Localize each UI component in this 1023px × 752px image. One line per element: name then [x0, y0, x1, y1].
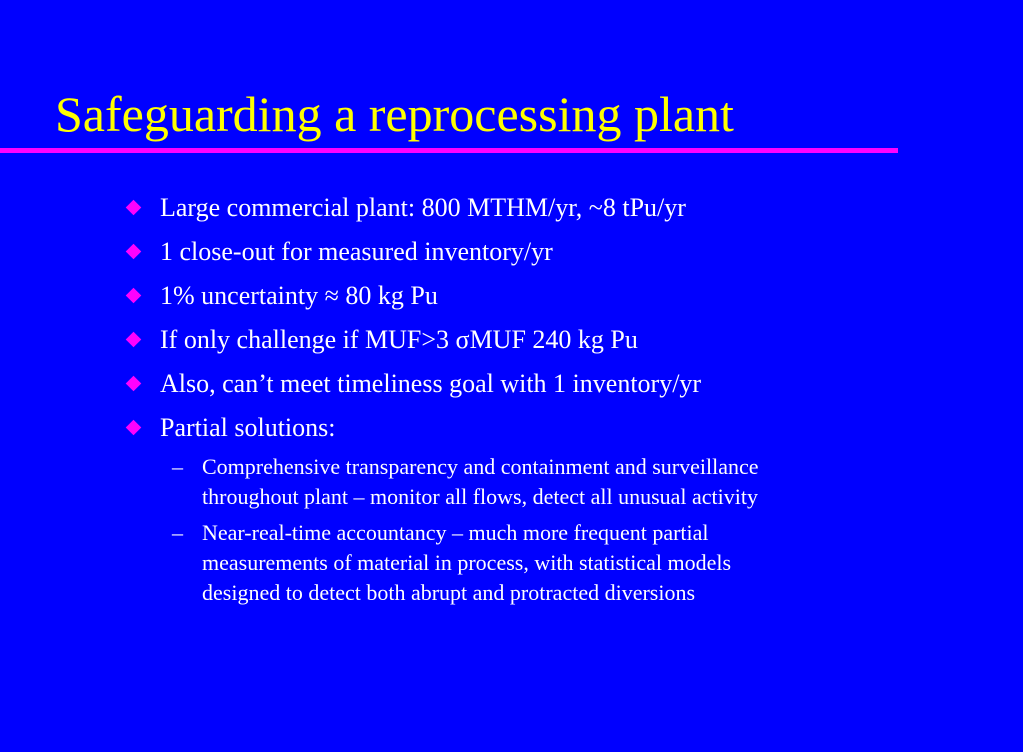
slide-title: Safeguarding a reprocessing plant: [55, 86, 734, 142]
bullet-list: [124, 188, 1004, 452]
bullet-text: Also, can’t meet timeliness goal with 1 inventory/yr: [160, 369, 702, 398]
bullet-item: [124, 408, 1004, 452]
diamond-icon: [126, 244, 142, 260]
diamond-icon: [126, 332, 142, 348]
sub-bullet-line: throughout plant – monitor all flows, detect all unusual activity: [202, 484, 759, 509]
sub-bullet-list: [172, 452, 759, 614]
bullet-item: [124, 276, 1004, 320]
diamond-icon: [126, 376, 142, 392]
bullet-text: Partial solutions:: [160, 413, 336, 442]
bullet-text: Large commercial plant: 800 MTHM/yr, ~8 tPu/yr: [160, 193, 686, 222]
title-underline: [0, 148, 898, 153]
sub-bullet-item: [172, 452, 759, 512]
bullet-item: [124, 364, 1004, 408]
bullet-text: 1 close-out for measured inventory/yr: [160, 237, 553, 266]
sub-bullet-item: [172, 518, 759, 608]
bullet-item: [124, 232, 1004, 276]
dash-marker: –: [172, 454, 183, 479]
bullet-text: 1% uncertainty ≈ 80 kg Pu: [160, 281, 438, 310]
sub-bullet-line: Near-real-time accountancy – much more frequent partial: [202, 520, 709, 545]
sub-bullet-line: Comprehensive transparency and containment and surveillance: [202, 454, 759, 479]
diamond-icon: [126, 288, 142, 304]
sub-bullet-line: measurements of material in process, with statistical models: [202, 550, 732, 575]
diamond-icon: [126, 420, 142, 436]
diamond-icon: [126, 200, 142, 216]
dash-marker: –: [172, 520, 183, 545]
bullet-item: [124, 320, 1004, 364]
bullet-text: If only challenge if MUF>3 σMUF 240 kg Pu: [160, 325, 638, 354]
bullet-item: [124, 188, 1004, 232]
sub-bullet-line: designed to detect both abrupt and protracted diversions: [202, 580, 696, 605]
